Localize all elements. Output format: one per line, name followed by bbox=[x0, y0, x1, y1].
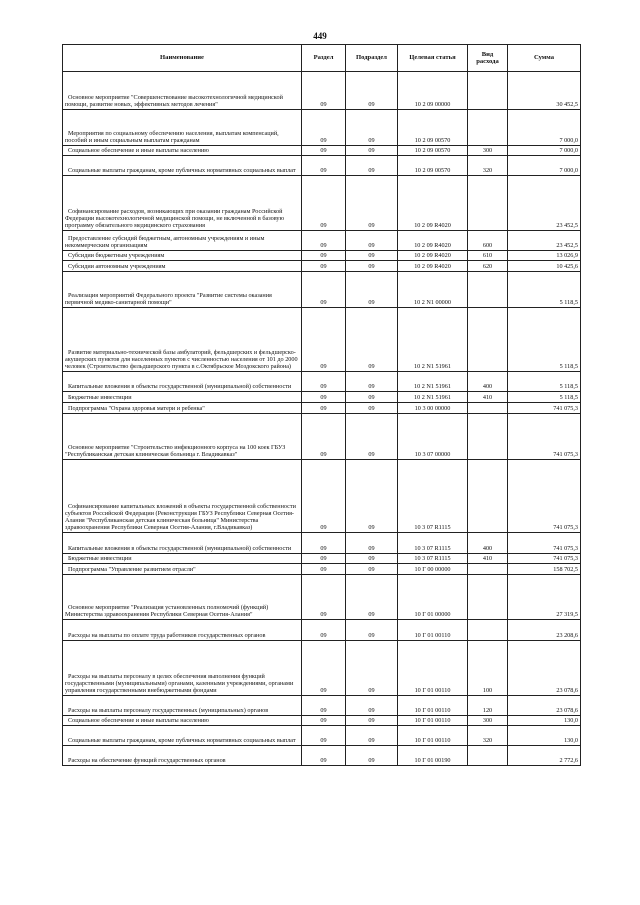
cell-subsection: 09 bbox=[346, 533, 398, 554]
cell-amount: 5 118,5 bbox=[508, 372, 581, 392]
cell-name: Подпрограмма "Охрана здоровья матери и ребенка" bbox=[63, 403, 302, 414]
cell-name: Капитальные вложения в объекты государственной (муниципальной) собственности bbox=[63, 533, 302, 554]
cell-target: 10 Г 01 00190 bbox=[398, 746, 468, 766]
cell-subsection: 09 bbox=[346, 272, 398, 308]
cell-target: 10 2 N1 51961 bbox=[398, 372, 468, 392]
cell-target: 10 Г 01 00110 bbox=[398, 716, 468, 726]
cell-name: Развитие материально-технической базы амбулаторий, фельдшерских и фельдшерско-акушерских пунктов для населенных пунктов с численностью населения от 101 до 2000 человек (Строительство фельдшерского пункта в с.Октябрьское Моздокского района) bbox=[63, 308, 302, 372]
cell-target: 10 3 07 R1115 bbox=[398, 460, 468, 533]
cell-name: Расходы на выплаты по оплате труда работников государственных органов bbox=[63, 620, 302, 641]
cell-target: 10 Г 01 00110 bbox=[398, 696, 468, 716]
cell-target: 10 Г 01 00110 bbox=[398, 620, 468, 641]
cell-expense-type bbox=[468, 176, 508, 231]
cell-amount: 30 452,5 bbox=[508, 72, 581, 110]
cell-amount: 7 000,0 bbox=[508, 156, 581, 176]
cell-target: 10 2 09 00570 bbox=[398, 156, 468, 176]
cell-name: Реализация мероприятий Федерального проекта "Развитие системы оказания первичной медико-санитарной помощи" bbox=[63, 272, 302, 308]
cell-target: 10 3 07 R1115 bbox=[398, 554, 468, 564]
cell-subsection: 09 bbox=[346, 460, 398, 533]
cell-subsection: 09 bbox=[346, 641, 398, 696]
cell-name: Расходы на обеспечение функций государственных органов bbox=[63, 746, 302, 766]
cell-amount: 5 118,5 bbox=[508, 308, 581, 372]
cell-name: Социальное обеспечение и иные выплаты населению bbox=[63, 716, 302, 726]
cell-name: Социальное обеспечение и иные выплаты населению bbox=[63, 146, 302, 156]
cell-section: 09 bbox=[302, 156, 346, 176]
cell-target: 10 2 09 R4020 bbox=[398, 251, 468, 261]
cell-expense-type bbox=[468, 403, 508, 414]
cell-expense-type bbox=[468, 575, 508, 620]
table-row bbox=[63, 696, 581, 716]
cell-section: 09 bbox=[302, 261, 346, 272]
cell-target: 10 2 09 00000 bbox=[398, 72, 468, 110]
cell-name: Мероприятия по социальному обеспечению населения, выплатам компенсаций, пособий и иным социальным выплатам гражданам bbox=[63, 110, 302, 146]
cell-expense-type bbox=[468, 620, 508, 641]
cell-name: Основное мероприятие "Строительство инфекционного корпуса на 100 коек ГБУЗ "Республиканская детская клиническая больница г. Владикавказ" bbox=[63, 414, 302, 460]
cell-section: 09 bbox=[302, 696, 346, 716]
cell-name: Софинансирование расходов, возникающих при оказании гражданам Российской Федерации высокотехнологичной медицинской помощи, не включенной в базовую программу обязательного медицинского страхования bbox=[63, 176, 302, 231]
cell-subsection: 09 bbox=[346, 392, 398, 403]
table-row bbox=[63, 372, 581, 392]
cell-target: 10 3 07 R1115 bbox=[398, 533, 468, 554]
table-row bbox=[63, 110, 581, 146]
cell-subsection: 09 bbox=[346, 414, 398, 460]
cell-expense-type bbox=[468, 564, 508, 575]
cell-section: 09 bbox=[302, 231, 346, 251]
cell-expense-type: 410 bbox=[468, 392, 508, 403]
cell-target: 10 3 00 00000 bbox=[398, 403, 468, 414]
cell-subsection: 09 bbox=[346, 372, 398, 392]
cell-name: Расходы на выплаты персоналу государственных (муниципальных) органов bbox=[63, 696, 302, 716]
cell-amount: 23 208,6 bbox=[508, 620, 581, 641]
col-header-section: Раздел bbox=[302, 45, 346, 72]
cell-name: Капитальные вложения в объекты государственной (муниципальной) собственности bbox=[63, 372, 302, 392]
cell-amount: 741 075,3 bbox=[508, 403, 581, 414]
cell-amount: 13 026,9 bbox=[508, 251, 581, 261]
table-row bbox=[63, 554, 581, 564]
table-header-row bbox=[63, 45, 581, 72]
cell-section: 09 bbox=[302, 620, 346, 641]
cell-section: 09 bbox=[302, 641, 346, 696]
cell-expense-type bbox=[468, 414, 508, 460]
cell-target: 10 2 09 00570 bbox=[398, 110, 468, 146]
cell-amount: 23 452,5 bbox=[508, 176, 581, 231]
table-row bbox=[63, 575, 581, 620]
cell-subsection: 09 bbox=[346, 72, 398, 110]
cell-expense-type bbox=[468, 746, 508, 766]
table-body bbox=[63, 72, 581, 766]
cell-section: 09 bbox=[302, 726, 346, 746]
cell-expense-type: 100 bbox=[468, 641, 508, 696]
cell-section: 09 bbox=[302, 403, 346, 414]
cell-name: Основное мероприятие "Реализация установленных полномочий (функций) Министерства здравоохранения Республики Северная Осетия-Алания" bbox=[63, 575, 302, 620]
cell-section: 09 bbox=[302, 272, 346, 308]
cell-subsection: 09 bbox=[346, 156, 398, 176]
cell-name: Бюджетные инвестиции bbox=[63, 392, 302, 403]
cell-expense-type: 400 bbox=[468, 372, 508, 392]
cell-expense-type: 120 bbox=[468, 696, 508, 716]
cell-subsection: 09 bbox=[346, 564, 398, 575]
cell-section: 09 bbox=[302, 460, 346, 533]
cell-amount: 741 075,3 bbox=[508, 460, 581, 533]
cell-section: 09 bbox=[302, 308, 346, 372]
cell-target: 10 2 N1 51961 bbox=[398, 308, 468, 372]
cell-section: 09 bbox=[302, 533, 346, 554]
table-row bbox=[63, 231, 581, 251]
col-header-subsection: Подраздел bbox=[346, 45, 398, 72]
cell-target: 10 2 09 R4020 bbox=[398, 261, 468, 272]
table-row bbox=[63, 564, 581, 575]
cell-expense-type: 400 bbox=[468, 533, 508, 554]
cell-section: 09 bbox=[302, 392, 346, 403]
cell-expense-type: 320 bbox=[468, 156, 508, 176]
cell-section: 09 bbox=[302, 414, 346, 460]
cell-expense-type bbox=[468, 72, 508, 110]
cell-subsection: 09 bbox=[346, 620, 398, 641]
cell-expense-type: 410 bbox=[468, 554, 508, 564]
cell-name: Подпрограмма "Управление развитием отрасли" bbox=[63, 564, 302, 575]
cell-section: 09 bbox=[302, 575, 346, 620]
cell-target: 10 2 09 00570 bbox=[398, 146, 468, 156]
cell-name: Основное мероприятие "Совершенствование высокотехнологичной медицинской помощи, развитие новых, эффективных методов лечения" bbox=[63, 72, 302, 110]
cell-section: 09 bbox=[302, 176, 346, 231]
table-row bbox=[63, 308, 581, 372]
table-row bbox=[63, 392, 581, 403]
cell-section: 09 bbox=[302, 716, 346, 726]
cell-subsection: 09 bbox=[346, 176, 398, 231]
cell-expense-type: 610 bbox=[468, 251, 508, 261]
cell-expense-type bbox=[468, 460, 508, 533]
cell-name: Субсидии бюджетным учреждениям bbox=[63, 251, 302, 261]
cell-name: Софинансирование капитальных вложений в объекты государственной собственности субъектов Российской Федерации (Реконструкция ГБУЗ Республики Северная Осетия-Алания "Республиканская детская клиническая больница" Министерства здравоохранения Республики Северная Осетия-Алания, г.Владикавказ) bbox=[63, 460, 302, 533]
table-row bbox=[63, 746, 581, 766]
cell-section: 09 bbox=[302, 72, 346, 110]
cell-section: 09 bbox=[302, 564, 346, 575]
cell-expense-type: 300 bbox=[468, 146, 508, 156]
cell-expense-type: 620 bbox=[468, 261, 508, 272]
cell-subsection: 09 bbox=[346, 716, 398, 726]
cell-target: 10 2 09 R4020 bbox=[398, 176, 468, 231]
cell-section: 09 bbox=[302, 251, 346, 261]
table-row bbox=[63, 146, 581, 156]
cell-section: 09 bbox=[302, 146, 346, 156]
table-row bbox=[63, 641, 581, 696]
cell-section: 09 bbox=[302, 746, 346, 766]
table-row bbox=[63, 460, 581, 533]
cell-target: 10 Г 00 00000 bbox=[398, 564, 468, 575]
cell-target: 10 Г 01 00000 bbox=[398, 575, 468, 620]
cell-section: 09 bbox=[302, 554, 346, 564]
cell-amount: 741 075,3 bbox=[508, 533, 581, 554]
cell-amount: 130,0 bbox=[508, 726, 581, 746]
cell-name: Социальные выплаты гражданам, кроме публичных нормативных социальных выплат bbox=[63, 156, 302, 176]
cell-target: 10 Г 01 00110 bbox=[398, 726, 468, 746]
cell-expense-type: 600 bbox=[468, 231, 508, 251]
cell-section: 09 bbox=[302, 110, 346, 146]
cell-target: 10 2 N1 00000 bbox=[398, 272, 468, 308]
cell-amount: 5 118,5 bbox=[508, 272, 581, 308]
cell-target: 10 2 N1 51961 bbox=[398, 392, 468, 403]
cell-name: Предоставление субсидий бюджетным, автономным учреждениям и иным некоммерческим организациям bbox=[63, 231, 302, 251]
budget-table bbox=[62, 44, 581, 766]
cell-subsection: 09 bbox=[346, 554, 398, 564]
table-row bbox=[63, 403, 581, 414]
cell-amount: 2 772,6 bbox=[508, 746, 581, 766]
table-row bbox=[63, 726, 581, 746]
cell-name: Субсидии автономным учреждениям bbox=[63, 261, 302, 272]
cell-subsection: 09 bbox=[346, 726, 398, 746]
cell-subsection: 09 bbox=[346, 146, 398, 156]
cell-expense-type bbox=[468, 272, 508, 308]
cell-amount: 7 000,0 bbox=[508, 146, 581, 156]
table-row bbox=[63, 414, 581, 460]
table-row bbox=[63, 716, 581, 726]
col-header-expense-type: Вид расхода bbox=[468, 45, 508, 72]
cell-amount: 23 452,5 bbox=[508, 231, 581, 251]
cell-section: 09 bbox=[302, 372, 346, 392]
cell-expense-type bbox=[468, 308, 508, 372]
cell-amount: 23 078,6 bbox=[508, 696, 581, 716]
cell-amount: 23 078,6 bbox=[508, 641, 581, 696]
col-header-amount: Сумма bbox=[508, 45, 581, 72]
cell-amount: 130,0 bbox=[508, 716, 581, 726]
cell-subsection: 09 bbox=[346, 575, 398, 620]
cell-amount: 5 118,5 bbox=[508, 392, 581, 403]
cell-amount: 741 075,3 bbox=[508, 414, 581, 460]
cell-name: Бюджетные инвестиции bbox=[63, 554, 302, 564]
table-row bbox=[63, 261, 581, 272]
cell-amount: 741 075,3 bbox=[508, 554, 581, 564]
cell-amount: 27 319,5 bbox=[508, 575, 581, 620]
table-row bbox=[63, 533, 581, 554]
cell-expense-type: 320 bbox=[468, 726, 508, 746]
cell-subsection: 09 bbox=[346, 403, 398, 414]
table-row bbox=[63, 156, 581, 176]
col-header-name: Наименование bbox=[63, 45, 302, 72]
cell-target: 10 3 07 00000 bbox=[398, 414, 468, 460]
cell-subsection: 09 bbox=[346, 746, 398, 766]
col-header-target: Целевая статья bbox=[398, 45, 468, 72]
cell-name: Расходы на выплаты персоналу в целях обеспечения выполнения функций государственными (муниципальными) органами, казенными учреждениями, органами управления государственными внебюджетными фондами bbox=[63, 641, 302, 696]
cell-subsection: 09 bbox=[346, 696, 398, 716]
cell-expense-type: 300 bbox=[468, 716, 508, 726]
cell-amount: 10 425,6 bbox=[508, 261, 581, 272]
page-number: 449 bbox=[313, 31, 327, 41]
cell-subsection: 09 bbox=[346, 251, 398, 261]
table-row bbox=[63, 272, 581, 308]
cell-name: Социальные выплаты гражданам, кроме публичных нормативных социальных выплат bbox=[63, 726, 302, 746]
cell-subsection: 09 bbox=[346, 110, 398, 146]
table-row bbox=[63, 620, 581, 641]
cell-subsection: 09 bbox=[346, 231, 398, 251]
cell-amount: 7 000,0 bbox=[508, 110, 581, 146]
cell-amount: 158 702,5 bbox=[508, 564, 581, 575]
table-row bbox=[63, 176, 581, 231]
cell-subsection: 09 bbox=[346, 308, 398, 372]
cell-target: 10 2 09 R4020 bbox=[398, 231, 468, 251]
table-row bbox=[63, 251, 581, 261]
cell-expense-type bbox=[468, 110, 508, 146]
table-row bbox=[63, 72, 581, 110]
cell-target: 10 Г 01 00110 bbox=[398, 641, 468, 696]
cell-subsection: 09 bbox=[346, 261, 398, 272]
